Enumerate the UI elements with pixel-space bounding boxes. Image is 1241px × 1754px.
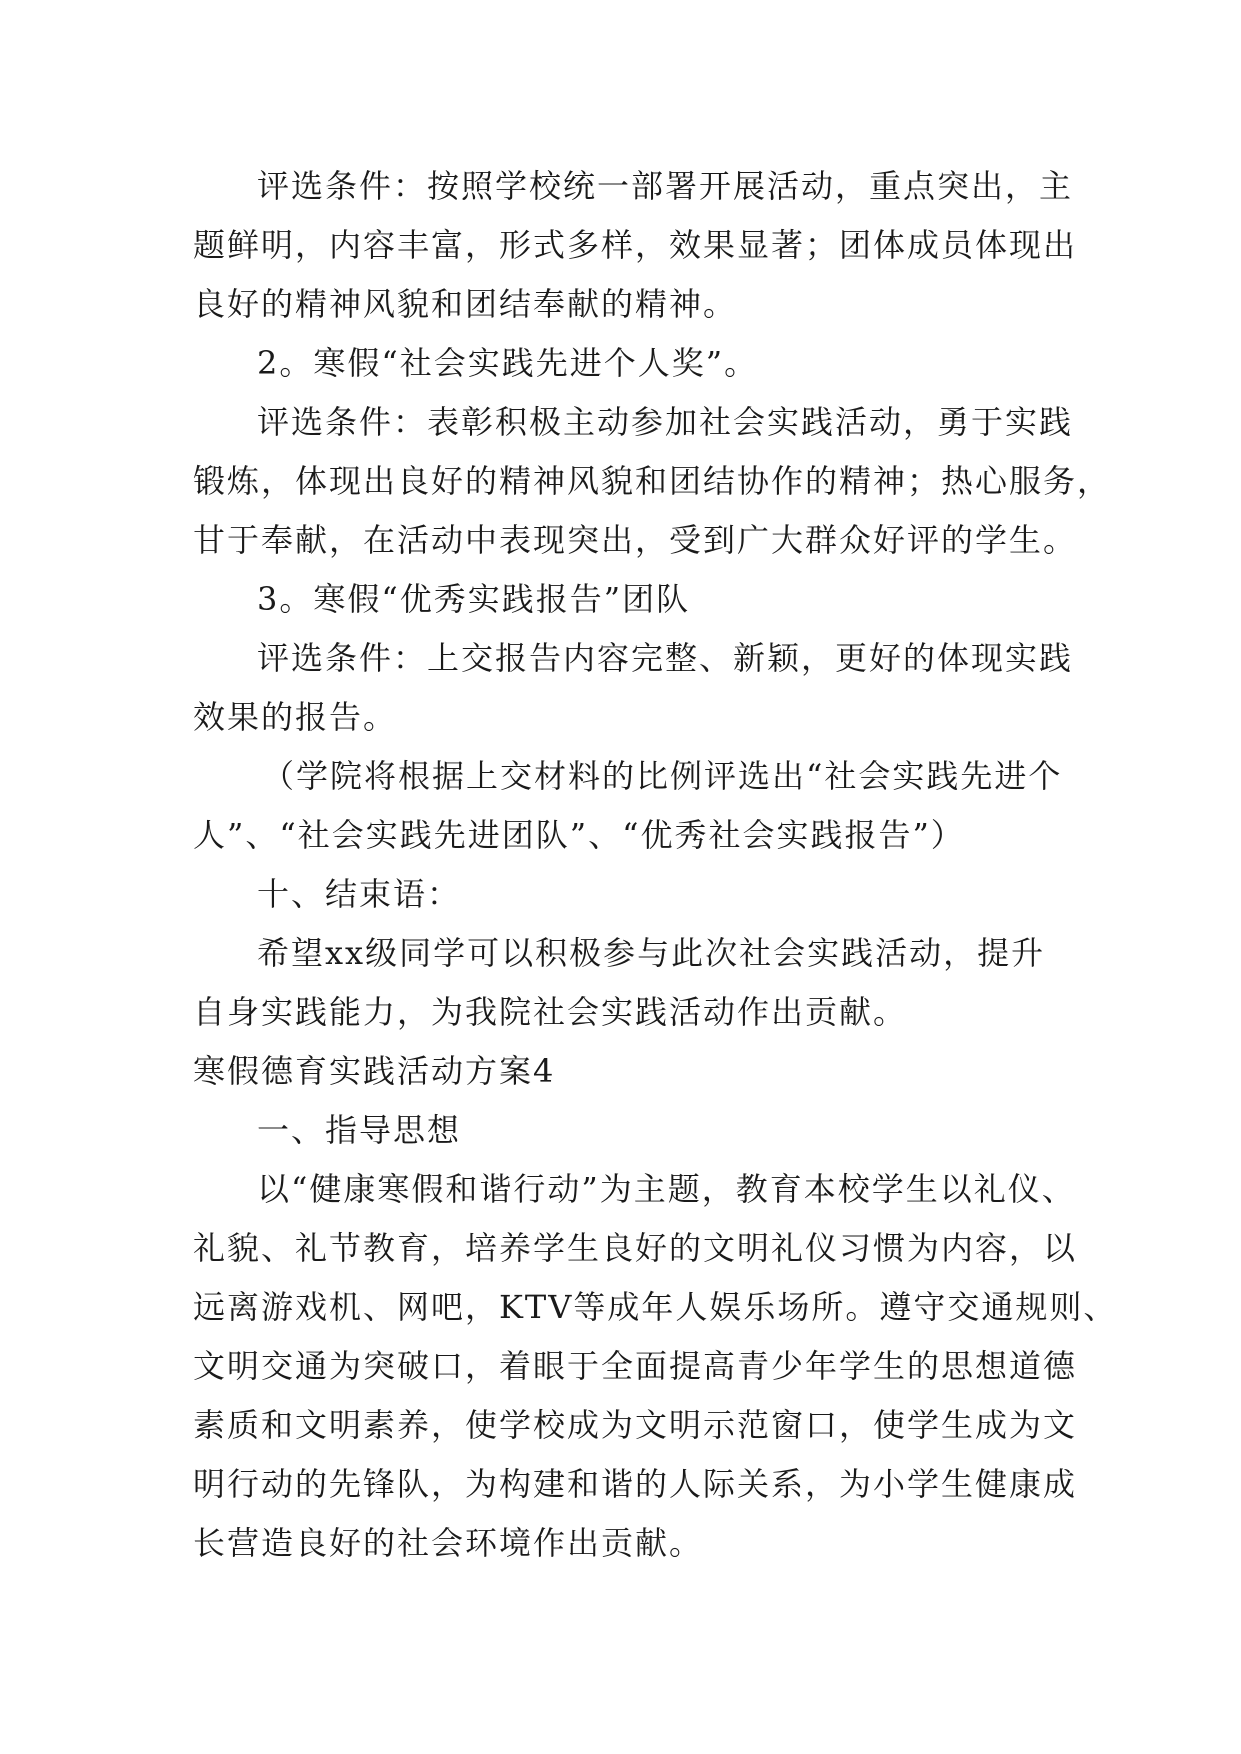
- paragraph-line: 3。寒假“优秀实践报告”团队: [257, 580, 691, 618]
- paragraph-line: 人”、“社会实践先进团队”、“优秀社会实践报告”）: [193, 816, 965, 854]
- paragraph-line: 希望xx级同学可以积极参与此次社会实践活动，提升: [257, 934, 1046, 972]
- paragraph-line: 甘于奉献，在活动中表现突出，受到广大群众好评的学生。: [193, 521, 1078, 559]
- paragraph-line: （学院将根据上交材料的比例评选出“社会实践先进个: [262, 757, 1063, 795]
- paragraph-line: 文明交通为突破口，着眼于全面提高青少年学生的思想道德: [193, 1347, 1078, 1385]
- paragraph-line: 效果的报告。: [193, 698, 398, 736]
- paragraph-line: 礼貌、礼节教育，培养学生良好的文明礼仪习惯为内容，以: [193, 1229, 1078, 1267]
- paragraph-line: 长营造良好的社会环境作出贡献。: [193, 1524, 704, 1562]
- section-heading: 一、指导思想: [257, 1111, 462, 1149]
- paragraph-line: 良好的精神风貌和团结奉献的精神。: [193, 285, 738, 323]
- paragraph-line: 自身实践能力，为我院社会实践活动作出贡献。: [193, 993, 908, 1031]
- paragraph-line: 评选条件：上交报告内容完整、新颖，更好的体现实践: [257, 639, 1074, 677]
- paragraph-line: 明行动的先锋队，为构建和谐的人际关系，为小学生健康成: [193, 1465, 1078, 1503]
- section-heading: 十、结束语：: [257, 875, 462, 913]
- paragraph-line: 素质和文明素养，使学校成为文明示范窗口，使学生成为文: [193, 1406, 1078, 1444]
- paragraph-line: 题鲜明，内容丰富，形式多样，效果显著；团体成员体现出: [193, 226, 1078, 264]
- paragraph-line: 远离游戏机、网吧，KTV等成年人娱乐场所。遵守交通规则、: [193, 1288, 1118, 1326]
- document-subtitle: 寒假德育实践活动方案4: [193, 1052, 556, 1090]
- paragraph-line: 锻炼，体现出良好的精神风貌和团结协作的精神；热心服务，: [193, 462, 1112, 500]
- paragraph-line: 2。寒假“社会实践先进个人奖”。: [257, 344, 759, 382]
- paragraph-line: 评选条件：表彰积极主动参加社会实践活动，勇于实践: [257, 403, 1074, 441]
- paragraph-line: 以“健康寒假和谐行动”为主题，教育本校学生以礼仪、: [257, 1170, 1076, 1208]
- paragraph-line: 评选条件：按照学校统一部署开展活动，重点突出，主: [257, 167, 1074, 205]
